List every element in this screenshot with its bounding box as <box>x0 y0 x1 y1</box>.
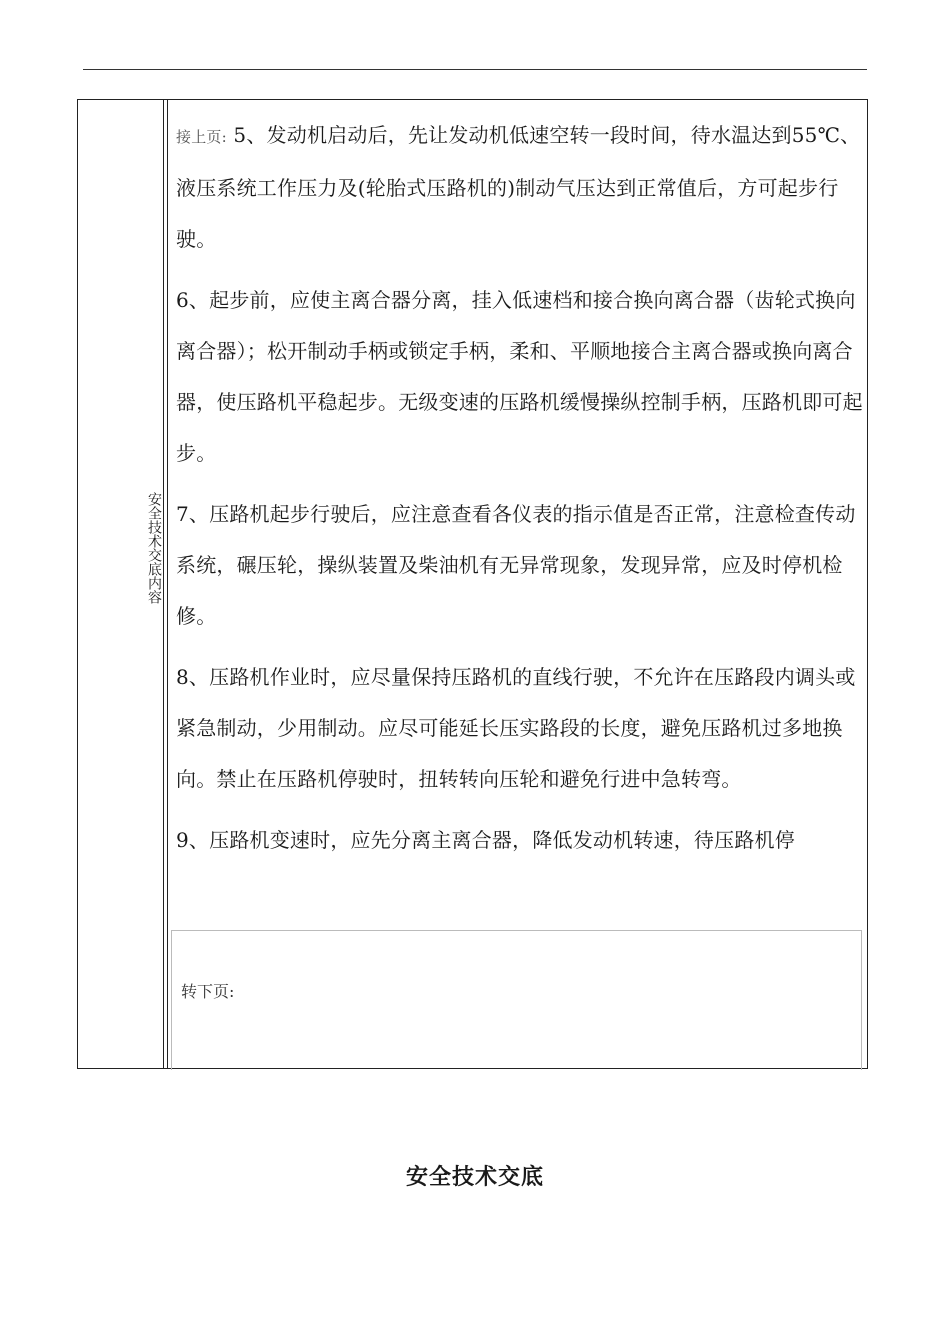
paragraph-7: 7、压路机起步行驶后，应注意查看各仪表的指示值是否正常，注意检查传动系统，碾压轮，操纵装置及柴油机有无异常现象，发现异常，应及时停机检修。 <box>176 502 856 628</box>
label-column <box>78 100 164 1068</box>
section-label-text: 安全技术交底内容 <box>146 492 162 604</box>
continued-from-label: 接上页: <box>176 128 227 146</box>
column-divider <box>167 100 168 1068</box>
paragraph-5 <box>176 110 868 265</box>
paragraph-5-text: 5、发动机启动后，先让发动机低速空转一段时间，待水温达到55℃、液压系统工作压力及(轮胎式压路机的)制动气压达到正常值后，方可起步行驶。 <box>176 123 861 251</box>
paragraph-9: 9、压路机变速时，应先分离主离合器，降低发动机转速，待压路机停 <box>176 828 795 852</box>
briefing-content <box>176 110 868 876</box>
header-rule <box>83 69 867 70</box>
section-label <box>78 492 164 604</box>
next-page-title: 安全技术交底 <box>405 1164 544 1190</box>
paragraph-8: 8、压路机作业时，应尽量保持压路机的直线行驶，不允许在压路段内调头或紧急制动，少用制动。应尽可能延长压实路段的长度，避免压路机过多地换向。禁止在压路机停驶时，扭转转向压轮和避免行进中急转弯。 <box>176 665 856 791</box>
continued-to-label: 转下页: <box>181 982 235 1001</box>
continued-to-box <box>171 930 862 1070</box>
paragraph-6: 6、起步前，应使主离合器分离，挂入低速档和接合换向离合器（齿轮式换向离合器）；松开制动手柄或锁定手柄，柔和、平顺地接合主离合器或换向离合器，使压路机平稳起步。无级变速的压路机缓慢操纵控制手柄，压路机即可起步。 <box>176 288 863 465</box>
safety-briefing-table <box>77 99 868 1069</box>
